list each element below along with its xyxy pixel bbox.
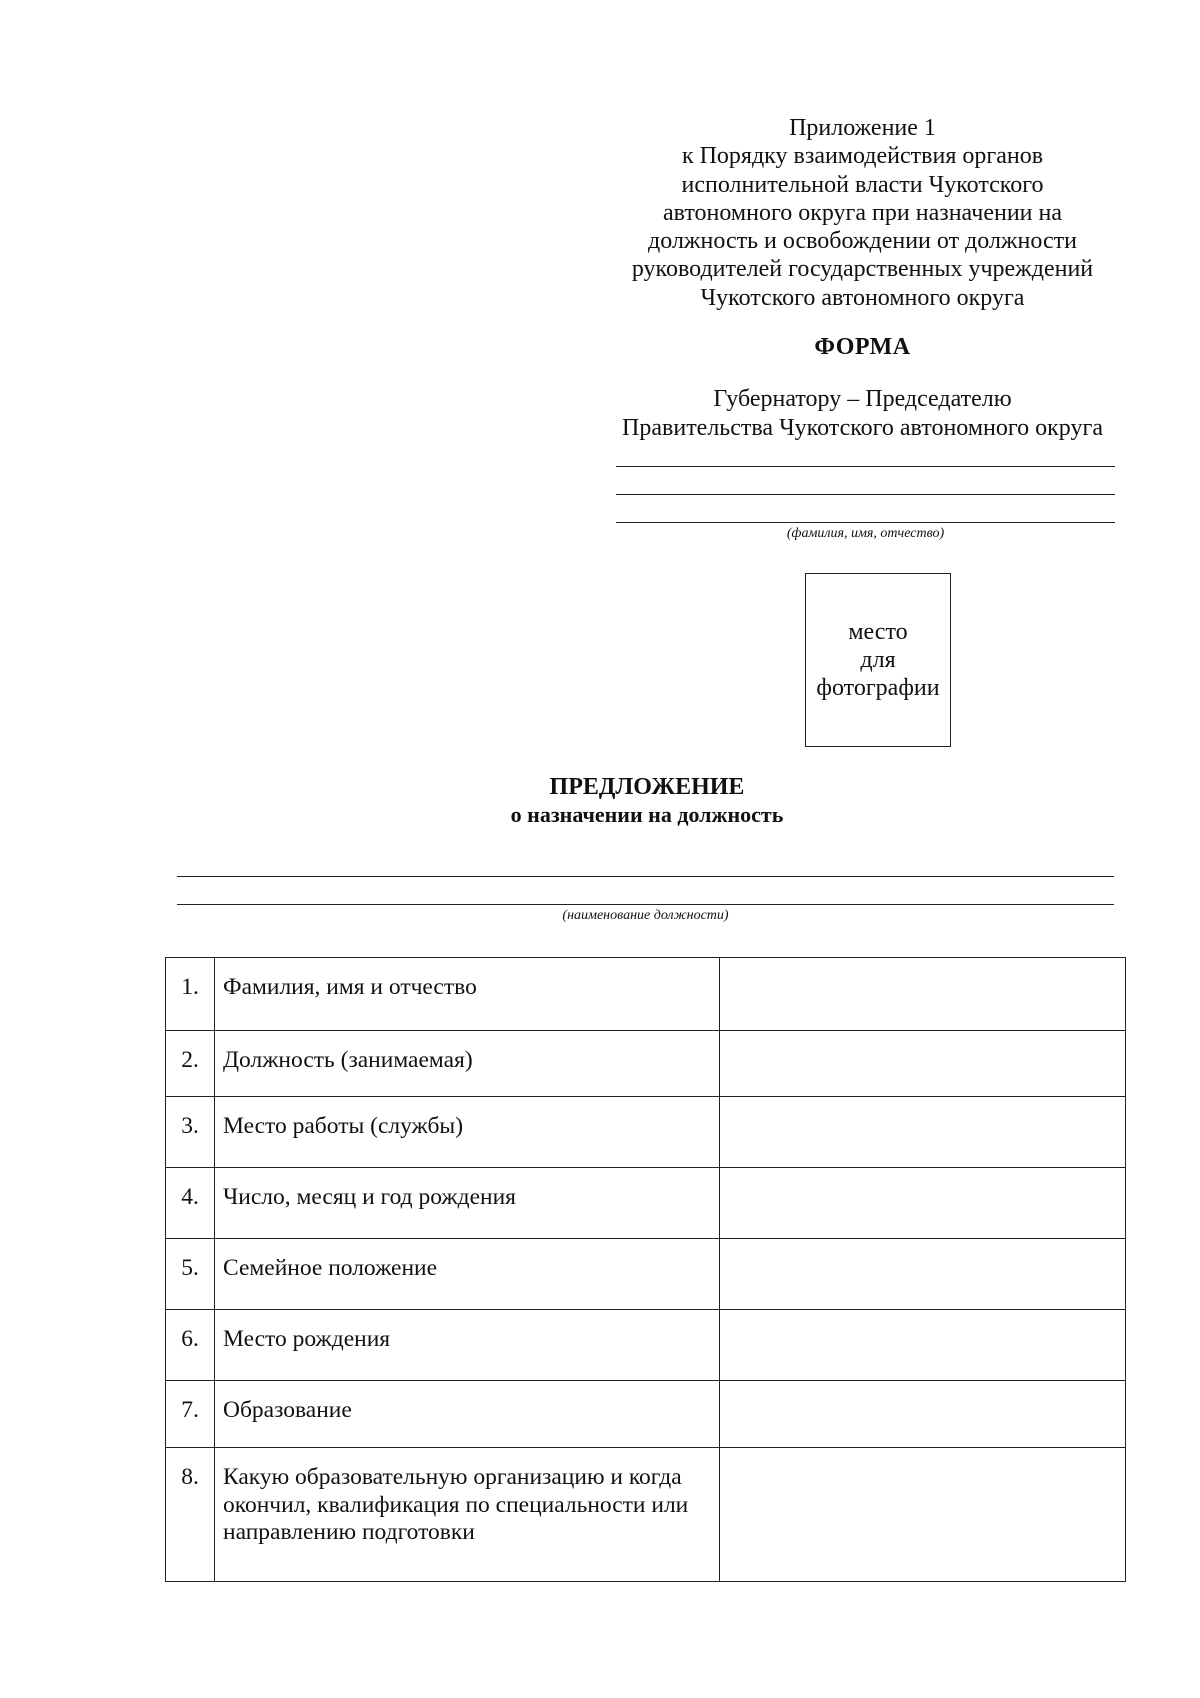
row-value-cell[interactable]: [720, 1168, 1126, 1239]
row-label: Место работы (службы): [215, 1097, 720, 1168]
appendix-line: должность и освобождении от должности: [648, 228, 1077, 255]
appendix-line: исполнительной власти Чукотского: [681, 171, 1044, 198]
photo-placeholder: [805, 573, 951, 747]
row-value-cell[interactable]: [720, 1310, 1126, 1381]
appendix-line: автономного округа при назначении на: [662, 199, 1062, 226]
row-number: 3.: [166, 1097, 215, 1168]
photo-label-line: для: [860, 647, 896, 673]
row-number: 1.: [166, 958, 215, 1031]
appendix-line: к Порядку взаимодействия органов: [681, 143, 1044, 170]
table-row: [166, 1239, 1126, 1310]
row-label: Число, месяц и год рождения: [215, 1168, 720, 1239]
addressee-line: Губернатору – Председателю: [713, 386, 1012, 412]
position-fill-line-2[interactable]: [177, 904, 1114, 905]
row-number: 8.: [166, 1448, 215, 1582]
row-label: Место рождения: [215, 1310, 720, 1381]
position-fill-line-1[interactable]: [177, 876, 1114, 877]
form-label: ФОРМА: [814, 334, 911, 360]
appendix-line: Чукотского автономного округа: [700, 284, 1025, 311]
document-subtitle: о назначении на должность: [510, 802, 784, 827]
row-number: 2.: [166, 1031, 215, 1097]
addressee-block: [610, 385, 1115, 442]
table-row: [166, 1097, 1126, 1168]
row-value-cell[interactable]: [720, 1381, 1126, 1448]
row-value-cell[interactable]: [720, 958, 1126, 1031]
row-number: 5.: [166, 1239, 215, 1310]
name-fill-line-1[interactable]: [616, 466, 1115, 467]
photo-label-line: место: [848, 619, 908, 645]
appendix-line: руководителей государственных учреждений: [631, 256, 1094, 283]
row-value-cell[interactable]: [720, 1239, 1126, 1310]
row-label: Должность (занимаемая): [215, 1031, 720, 1097]
photo-label-line: фотографии: [816, 675, 940, 701]
row-value-cell[interactable]: [720, 1097, 1126, 1168]
row-value-cell[interactable]: [720, 1448, 1126, 1582]
table-row: [166, 1168, 1126, 1239]
row-value-cell[interactable]: [720, 1031, 1126, 1097]
table-row: [166, 1031, 1126, 1097]
candidate-info-table: [165, 957, 1126, 1582]
row-label: Фамилия, имя и отчество: [215, 958, 720, 1031]
document-title: ПРЕДЛОЖЕНИЕ: [549, 774, 745, 800]
appendix-header: [610, 114, 1115, 312]
appendix-line: Приложение 1: [789, 115, 936, 141]
row-number: 7.: [166, 1381, 215, 1448]
table-row: [166, 1381, 1126, 1448]
table-row: [166, 1310, 1126, 1381]
row-label: Семейное положение: [215, 1239, 720, 1310]
addressee-line: Правительства Чукотского автономного округа: [622, 414, 1103, 441]
table-row: [166, 958, 1126, 1031]
name-fill-line-2[interactable]: [616, 494, 1115, 495]
table-row: [166, 1448, 1126, 1582]
row-number: 6.: [166, 1310, 215, 1381]
name-caption: (фамилия, имя, отчество): [786, 526, 945, 541]
row-number: 4.: [166, 1168, 215, 1239]
row-label: Образование: [215, 1381, 720, 1448]
row-label: Какую образовательную организацию и когда окончил, квалификация по специальности или направлению подготовки: [215, 1448, 720, 1582]
position-caption: (наименование должности): [562, 908, 729, 923]
name-fill-line-3[interactable]: [616, 522, 1115, 523]
